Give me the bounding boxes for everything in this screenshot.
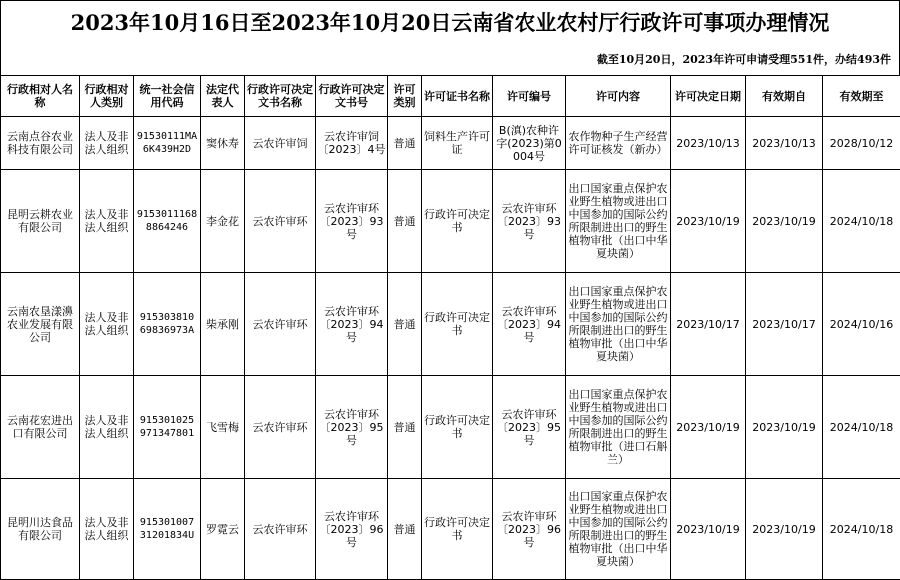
header-cell[interactable]: 许可决定日期 xyxy=(671,76,746,117)
cell-decision-date[interactable]: 2023/10/19 xyxy=(671,479,746,580)
table-row xyxy=(1,479,900,580)
cell-license-no[interactable]: 云农许审环〔2023〕93号 xyxy=(493,170,566,273)
cell-credit-code[interactable]: 915301007 31201834U xyxy=(134,479,201,580)
cell-doc-name[interactable]: 云农许审环 xyxy=(245,170,316,273)
cell-license-no[interactable]: B(滇)农种许字(2023)第0004号 xyxy=(493,117,566,170)
cell-valid-from[interactable]: 2023/10/19 xyxy=(746,170,823,273)
cell-doc-name[interactable]: 云农许审环 xyxy=(245,376,316,479)
header-cell[interactable]: 许可类别 xyxy=(388,76,422,117)
cell-legal-rep[interactable]: 柴承刚 xyxy=(201,273,245,376)
header-cell[interactable]: 统一社会信用代码 xyxy=(134,76,201,117)
page-title: 2023年10月16日至2023年10月20日云南省农业农村厅行政许可事项办理情况 xyxy=(0,0,900,45)
cell-category[interactable]: 法人及非法人组织 xyxy=(80,273,134,376)
cell-decision-date[interactable]: 2023/10/19 xyxy=(671,170,746,273)
cell-cert-name[interactable]: 行政许可决定书 xyxy=(422,376,493,479)
cell-cert-name[interactable]: 行政许可决定书 xyxy=(422,273,493,376)
cell-credit-code[interactable]: 91530111688864246 xyxy=(134,170,201,273)
cell-legal-rep[interactable]: 窦休寿 xyxy=(201,117,245,170)
cell-cert-name[interactable]: 行政许可决定书 xyxy=(422,479,493,580)
cell-doc-no[interactable]: 云农许审环〔2023〕94号 xyxy=(316,273,388,376)
table-row xyxy=(1,117,900,170)
cell-category[interactable]: 法人及非法人组织 xyxy=(80,376,134,479)
cell-content[interactable]: 出口国家重点保护农业野生植物或进出口中国参加的国际公约所限制进出口的野生植物审批（出口中华夏块菌） xyxy=(566,273,671,376)
table-row xyxy=(1,170,900,273)
cell-doc-name[interactable]: 云农许审饲 xyxy=(245,117,316,170)
header-cell[interactable]: 行政相对人类别 xyxy=(80,76,134,117)
cell-category[interactable]: 法人及非法人组织 xyxy=(80,117,134,170)
cell-credit-code[interactable]: 915301025 971347801 xyxy=(134,376,201,479)
cell-content[interactable]: 出口国家重点保护农业野生植物或进出口中国参加的国际公约所限制进出口的野生植物审批（出口中华夏块菌） xyxy=(566,170,671,273)
table-row xyxy=(1,273,900,376)
cell-license-type[interactable]: 普通 xyxy=(388,273,422,376)
cell-doc-no[interactable]: 云农许审环〔2023〕93号 xyxy=(316,170,388,273)
cell-doc-no[interactable]: 云农许审饲〔2023〕4号 xyxy=(316,117,388,170)
cell-category[interactable]: 法人及非法人组织 xyxy=(80,170,134,273)
cell-valid-to[interactable]: 2024/10/18 xyxy=(823,170,900,273)
cell-content[interactable]: 出口国家重点保护农业野生植物或进出口中国参加的国际公约所限制进出口的野生植物审批（进口石斛兰） xyxy=(566,376,671,479)
cell-credit-code[interactable]: 915303810 69836973A xyxy=(134,273,201,376)
cell-valid-to[interactable]: 2024/10/18 xyxy=(823,376,900,479)
cell-license-type[interactable]: 普通 xyxy=(388,170,422,273)
cell-decision-date[interactable]: 2023/10/19 xyxy=(671,376,746,479)
cell-valid-from[interactable]: 2023/10/19 xyxy=(746,479,823,580)
cell-doc-no[interactable]: 云农许审环〔2023〕95号 xyxy=(316,376,388,479)
cell-name[interactable]: 云南花宏进出口有限公司 xyxy=(1,376,80,479)
cell-doc-no[interactable]: 云农许审环〔2023〕96号 xyxy=(316,479,388,580)
cell-name[interactable]: 云南点谷农业科技有限公司 xyxy=(1,117,80,170)
cell-cert-name[interactable]: 饲料生产许可证 xyxy=(422,117,493,170)
cell-valid-to[interactable]: 2024/10/16 xyxy=(823,273,900,376)
header-cell[interactable]: 有效期至 xyxy=(823,76,900,117)
cell-license-type[interactable]: 普通 xyxy=(388,479,422,580)
cell-legal-rep[interactable]: 李金花 xyxy=(201,170,245,273)
cell-legal-rep[interactable]: 罗霓云 xyxy=(201,479,245,580)
cell-valid-from[interactable]: 2023/10/17 xyxy=(746,273,823,376)
header-cell[interactable]: 有效期自 xyxy=(746,76,823,117)
header-row xyxy=(1,76,900,117)
permit-table xyxy=(0,75,900,580)
cell-doc-name[interactable]: 云农许审环 xyxy=(245,273,316,376)
header-cell[interactable]: 行政许可决定文书名称 xyxy=(245,76,316,117)
header-cell[interactable]: 法定代表人 xyxy=(201,76,245,117)
cell-category[interactable]: 法人及非法人组织 xyxy=(80,479,134,580)
cell-valid-to[interactable]: 2028/10/12 xyxy=(823,117,900,170)
table-row xyxy=(1,376,900,479)
cell-content[interactable]: 出口国家重点保护农业野生植物或进出口中国参加的国际公约所限制进出口的野生植物审批（出口中华夏块菌） xyxy=(566,479,671,580)
cell-decision-date[interactable]: 2023/10/17 xyxy=(671,273,746,376)
cell-content[interactable]: 农作物种子生产经营许可证核发（新办） xyxy=(566,117,671,170)
cell-license-no[interactable]: 云农许审环〔2023〕95号 xyxy=(493,376,566,479)
cell-credit-code[interactable]: 91530111MA6K439H2D xyxy=(134,117,201,170)
cell-cert-name[interactable]: 行政许可决定书 xyxy=(422,170,493,273)
header-cell[interactable]: 许可内容 xyxy=(566,76,671,117)
cell-valid-from[interactable]: 2023/10/13 xyxy=(746,117,823,170)
cell-legal-rep[interactable]: 飞雪梅 xyxy=(201,376,245,479)
cell-doc-name[interactable]: 云农许审环 xyxy=(245,479,316,580)
cell-license-no[interactable]: 云农许审环〔2023〕94号 xyxy=(493,273,566,376)
cell-name[interactable]: 云南农垦漾濞农业发展有限公司 xyxy=(1,273,80,376)
cell-decision-date[interactable]: 2023/10/13 xyxy=(671,117,746,170)
cell-license-type[interactable]: 普通 xyxy=(388,117,422,170)
summary-text: 截至10月20日，2023年许可申请受理551件，办结493件 xyxy=(0,45,900,75)
cell-license-no[interactable]: 云农许审环〔2023〕96号 xyxy=(493,479,566,580)
cell-name[interactable]: 昆明云耕农业有限公司 xyxy=(1,170,80,273)
header-cell[interactable]: 行政相对人名称 xyxy=(1,76,80,117)
header-cell[interactable]: 行政许可决定文书号 xyxy=(316,76,388,117)
header-cell[interactable]: 许可编号 xyxy=(493,76,566,117)
cell-license-type[interactable]: 普通 xyxy=(388,376,422,479)
header-cell[interactable]: 许可证书名称 xyxy=(422,76,493,117)
cell-valid-from[interactable]: 2023/10/19 xyxy=(746,376,823,479)
cell-valid-to[interactable]: 2024/10/18 xyxy=(823,479,900,580)
cell-name[interactable]: 昆明川达食品有限公司 xyxy=(1,479,80,580)
